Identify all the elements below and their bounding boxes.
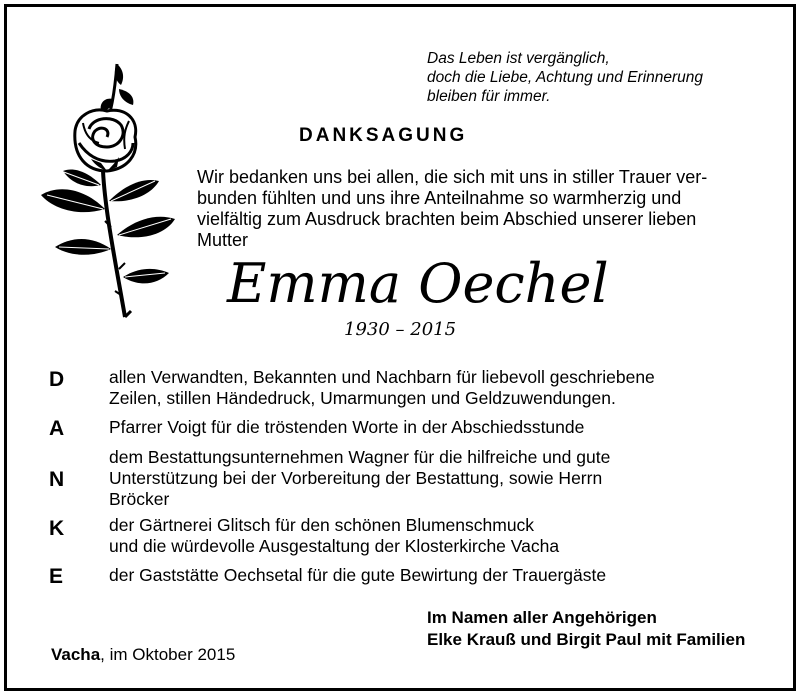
place-date [51, 645, 235, 665]
intro-line: bunden fühlten und uns ihre Anteilnahme so warmherzig und [197, 188, 682, 208]
thanks-line: Bröcker [109, 489, 170, 509]
thanks-line: Unterstützung bei der Vorbereitung der Bestattung, sowie Herrn [109, 468, 603, 488]
closing-line: Elke Krauß und Birgit Paul mit Familien [427, 630, 746, 649]
heading-danksagung: DANKSAGUNG [299, 125, 468, 146]
epitaph-quote [427, 49, 787, 106]
thanks-line: der Gärtnerei Glitsch für den schönen Blumenschmuck [109, 515, 535, 535]
obituary-card [4, 4, 796, 691]
thanks-entry [109, 447, 610, 510]
closing-line: Im Namen aller Angehörigen [427, 608, 657, 627]
quote-line: bleiben für immer. [427, 88, 551, 105]
thanks-line: Pfarrer Voigt für die tröstenden Worte in der Abschiedsstunde [109, 417, 585, 437]
danke-letter: A [49, 417, 65, 440]
thanks-entry [109, 565, 606, 586]
thanks-line: und die würdevolle Ausgestaltung der Klosterkirche Vacha [109, 536, 560, 556]
closing-signature [427, 607, 745, 651]
place-date-text: , im Oktober 2015 [100, 645, 236, 664]
thanks-line: der Gaststätte Oechsetal für die gute Bewirtung der Trauergäste [109, 565, 607, 585]
thanks-entry [109, 417, 584, 438]
thanks-line: Zeilen, stillen Händedruck, Umarmungen und Geldzuwendungen. [109, 388, 616, 408]
intro-line: vielfältig zum Ausdruck brachten beim Abschied unserer lieben [197, 209, 697, 229]
quote-line: Das Leben ist vergänglich, [427, 50, 610, 67]
place-town: Vacha [51, 645, 101, 664]
danke-letter: K [49, 517, 65, 540]
quote-line: doch die Liebe, Achtung und Erinnerung [427, 69, 704, 86]
danke-letter: N [49, 468, 65, 491]
thanks-entry [109, 367, 655, 409]
danke-letter: E [49, 565, 64, 588]
thanks-line: allen Verwandten, Bekannten und Nachbarn für liebevoll geschriebene [109, 367, 655, 387]
rose-icon [35, 59, 185, 321]
danke-letter: D [49, 368, 65, 391]
intro-line: Wir bedanken uns bei allen, die sich mit uns in stiller Trauer ver- [197, 167, 708, 187]
deceased-name: Emma Oechel [227, 252, 609, 315]
thanks-entry [109, 515, 559, 557]
deceased-dates: 1930 – 2015 [344, 319, 457, 340]
intro-line: Mutter [197, 230, 249, 250]
intro-text [197, 167, 767, 251]
thanks-line: dem Bestattungsunternehmen Wagner für die hilfreiche und gute [109, 447, 611, 467]
